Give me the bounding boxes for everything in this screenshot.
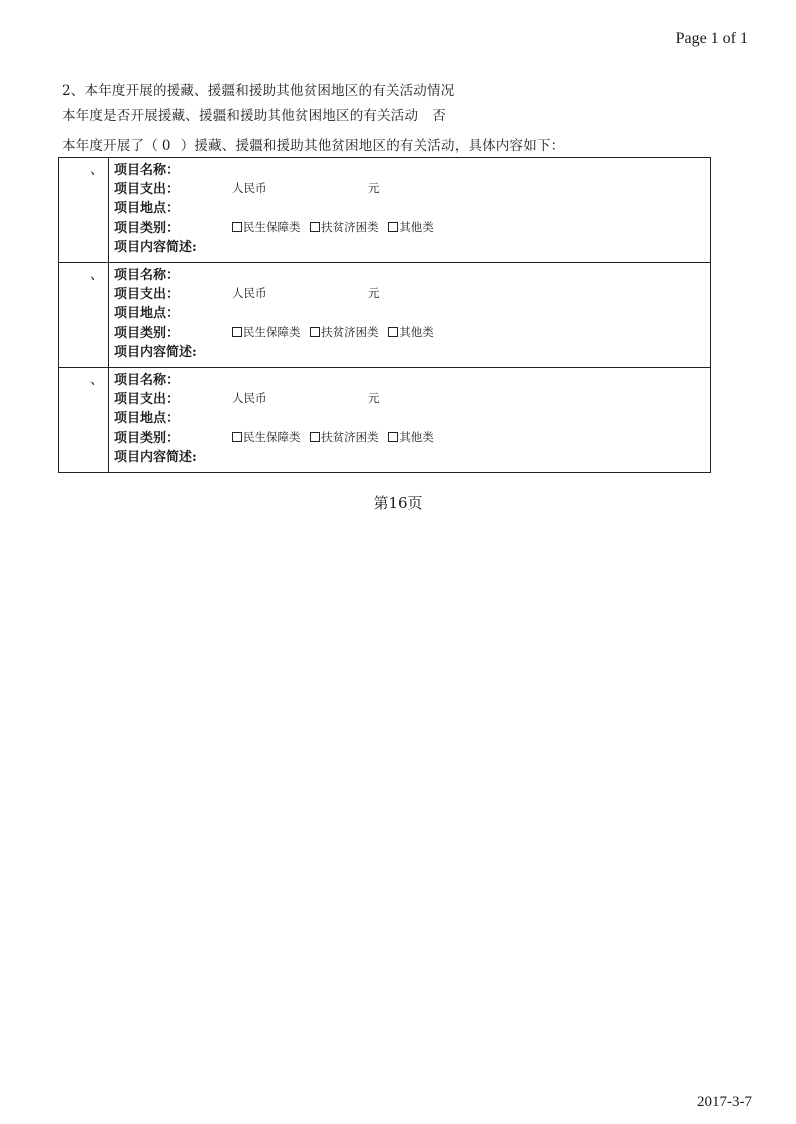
summary-suffix: ）援藏、援疆和援助其他贫困地区的有关活动，具体内容如下：: [180, 138, 565, 154]
project-category-field: 项目类别：: [114, 221, 180, 236]
project-row: [59, 158, 711, 263]
project-name-field: 项目名称：: [114, 268, 180, 283]
project-content-cell: [109, 158, 711, 263]
enum-mark: 、: [90, 372, 104, 388]
project-number-cell: [59, 158, 109, 263]
checkbox-livelihood[interactable]: [232, 432, 242, 442]
activity-question: [62, 104, 446, 124]
checkbox-label: 民生保障类: [243, 325, 301, 339]
checkbox-other[interactable]: [388, 432, 398, 442]
expense-currency: 人民币: [232, 286, 267, 300]
project-location-field: 项目地点：: [114, 201, 180, 216]
page-number: 第16页: [373, 494, 423, 512]
checkbox-label: 其他类: [399, 220, 434, 234]
checkbox-label: 其他类: [399, 430, 434, 444]
project-content-cell: [109, 263, 711, 368]
expense-currency: 人民币: [232, 181, 267, 195]
checkbox-other[interactable]: [388, 222, 398, 232]
question-text: 本年度是否开展援藏、援疆和援助其他贫困地区的有关活动: [62, 108, 419, 124]
enum-mark: 、: [90, 267, 104, 283]
activity-count: 0: [161, 138, 171, 154]
checkbox-label: 扶贫济困类: [321, 430, 379, 444]
checkbox-other[interactable]: [388, 327, 398, 337]
category-checkboxes: [232, 429, 440, 445]
checkbox-label: 民生保障类: [243, 430, 301, 444]
page-label: Page 1 of 1: [675, 30, 748, 47]
project-category-field: 项目类别：: [114, 326, 180, 341]
project-description-field: 项目内容简述:: [114, 450, 197, 465]
checkbox-livelihood[interactable]: [232, 222, 242, 232]
summary-prefix: 本年度开展了（: [62, 138, 158, 154]
checkbox-poverty-relief[interactable]: [310, 327, 320, 337]
question-answer: 否: [432, 108, 446, 124]
project-location-field: 项目地点：: [114, 306, 180, 321]
checkbox-label: 民生保障类: [243, 220, 301, 234]
checkbox-poverty-relief[interactable]: [310, 222, 320, 232]
checkbox-label: 其他类: [399, 325, 434, 339]
category-checkboxes: [232, 219, 440, 235]
section-heading: 2、本年度开展的援藏、援疆和援助其他贫困地区的有关活动情况: [62, 83, 455, 99]
checkbox-label: 扶贫济困类: [321, 220, 379, 234]
project-expense-field: 项目支出：: [114, 392, 180, 407]
category-checkboxes: [232, 324, 440, 340]
project-row: [59, 263, 711, 368]
project-number-cell: [59, 263, 109, 368]
checkbox-label: 扶贫济困类: [321, 325, 379, 339]
projects-table: [58, 157, 711, 473]
project-expense-field: 项目支出：: [114, 287, 180, 302]
project-description-field: 项目内容简述:: [114, 345, 197, 360]
checkbox-poverty-relief[interactable]: [310, 432, 320, 442]
enum-mark: 、: [90, 162, 104, 178]
project-location-field: 项目地点：: [114, 411, 180, 426]
expense-unit: 元: [368, 181, 380, 195]
project-content-cell: [109, 368, 711, 473]
expense-unit: 元: [368, 391, 380, 405]
project-description-field: 项目内容简述:: [114, 240, 197, 255]
project-category-field: 项目类别：: [114, 431, 180, 446]
project-expense-field: 项目支出：: [114, 182, 180, 197]
activity-summary: [62, 134, 564, 154]
expense-unit: 元: [368, 286, 380, 300]
project-name-field: 项目名称：: [114, 373, 180, 388]
project-row: [59, 368, 711, 473]
project-name-field: 项目名称：: [114, 163, 180, 178]
checkbox-livelihood[interactable]: [232, 327, 242, 337]
expense-currency: 人民币: [232, 391, 267, 405]
project-number-cell: [59, 368, 109, 473]
print-date: 2017-3-7: [697, 1094, 752, 1110]
